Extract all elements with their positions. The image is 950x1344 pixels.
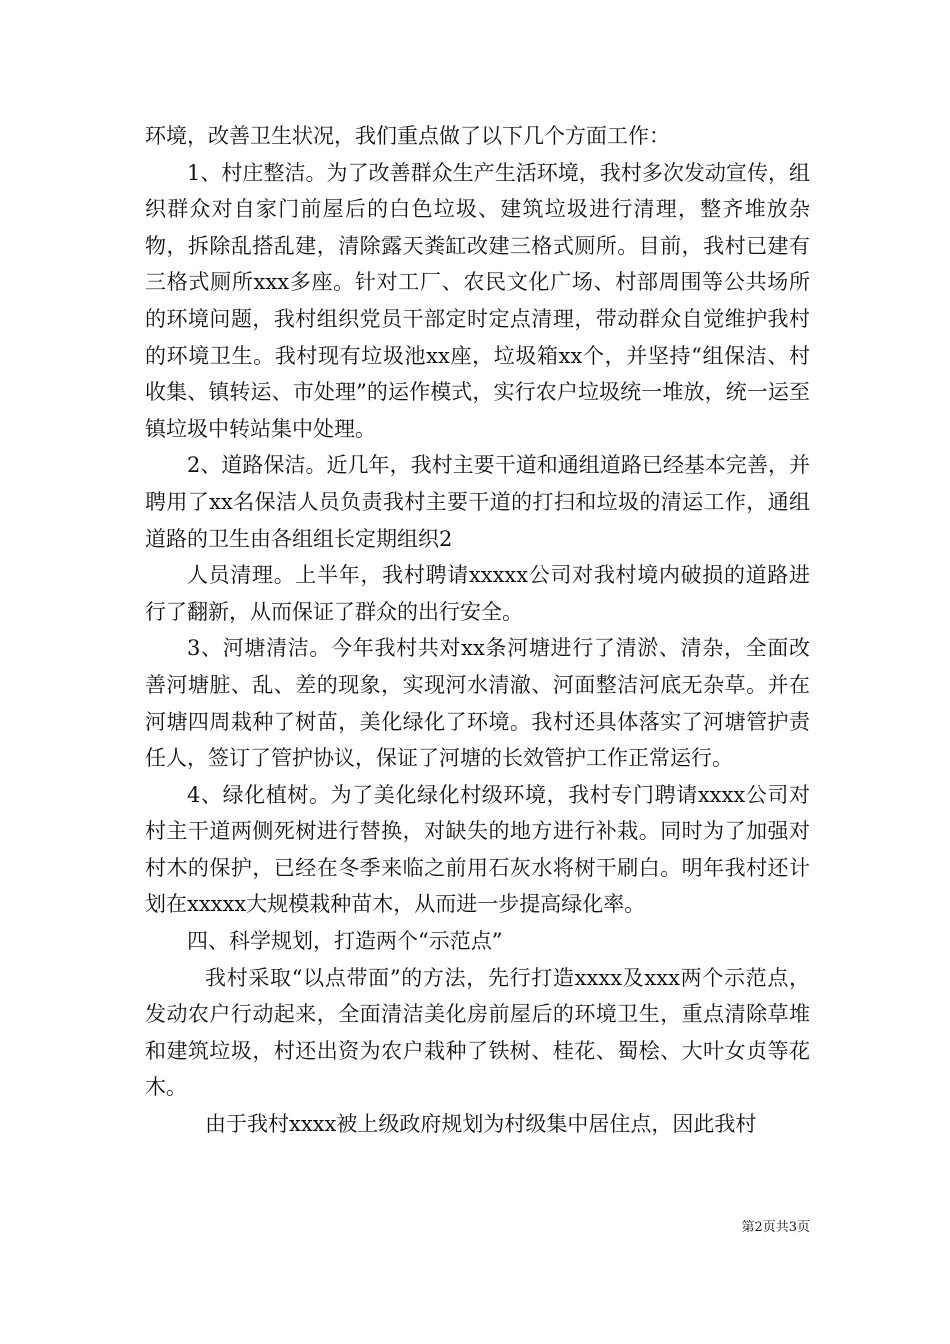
paragraph-village-cleanliness: 1、村庄整洁。为了改善群众生产生活环境，我村多次发动宣传，组织群众对自家门前屋后的白色垃圾、建筑垃圾进行清理，整齐堆放杂物，拆除乱搭乱建，清除露天粪缸改建三格式厕所。目前，我村已建有三格式厕所xxx多座。针对工厂、农民文化广场、村部周围等公共场所的环境问题，我村组织党员干部定时定点清理，带动群众自觉维护我村的环境卫生。我村现有垃圾池xx座，垃圾箱xx个，并坚持“组保洁、村收集、镇转运、市处理”的运作模式，实行农户垃圾统一堆放，统一运至镇垃圾中转站集中处理。	[145, 160, 810, 441]
paragraph-pond-cleaning: 3、河塘清洁。今年我村共对xx条河塘进行了清淤、清杂，全面改善河塘脏、乱、差的现象，实现河水清澈、河面整洁河底无杂草。并在河塘四周栽种了树苗，美化绿化了环境。我村还具体落实了河塘管护责任人，签订了管护协议，保证了河塘的长效管护工作正常运行。	[145, 636, 810, 771]
paragraph-road-cleaning: 2、道路保洁。近几年，我村主要干道和通组道路已经基本完善，并聘用了xx名保洁人员负责我村主要干道的打扫和垃圾的清运工作，通组道路的卫生由各组组长定期组织2	[145, 453, 810, 551]
paragraph-demo-sites: 我村采取“以点带面”的方法，先行打造xxxx及xxx两个示范点，发动农户行动起来，全面清洁美化房前屋后的环境卫生，重点清除草堆和建筑垃圾，村还出资为农户栽种了铁树、桂花、蜀桧、大叶女贞等花木。	[145, 965, 810, 1100]
paragraph-settlement: 由于我村xxxx被上级政府规划为村级集中居住点，因此我村	[205, 1112, 757, 1137]
section-heading-planning: 四、科学规划，打造两个“示范点”	[187, 929, 503, 954]
document-body	[145, 118, 810, 1143]
page-number: 第2页共3页	[741, 1220, 810, 1235]
paragraph-tree-planting: 4、绿化植树。为了美化绿化村级环境，我村专门聘请xxxx公司对村主干道两侧死树进行替换，对缺失的地方进行补栽。同时为了加强对村木的保护，已经在冬季来临之前用石灰水将树干刷白。明年我村还计划在xxxxx大规模栽种苗木，从而进一步提高绿化率。	[145, 782, 810, 917]
paragraph-road-repair: 人员清理。上半年，我村聘请xxxxx公司对我村境内破损的道路进行了翻新，从而保证了群众的出行安全。	[145, 563, 810, 624]
paragraph-intro: 环境，改善卫生状况，我们重点做了以下几个方面工作：	[145, 124, 670, 148]
